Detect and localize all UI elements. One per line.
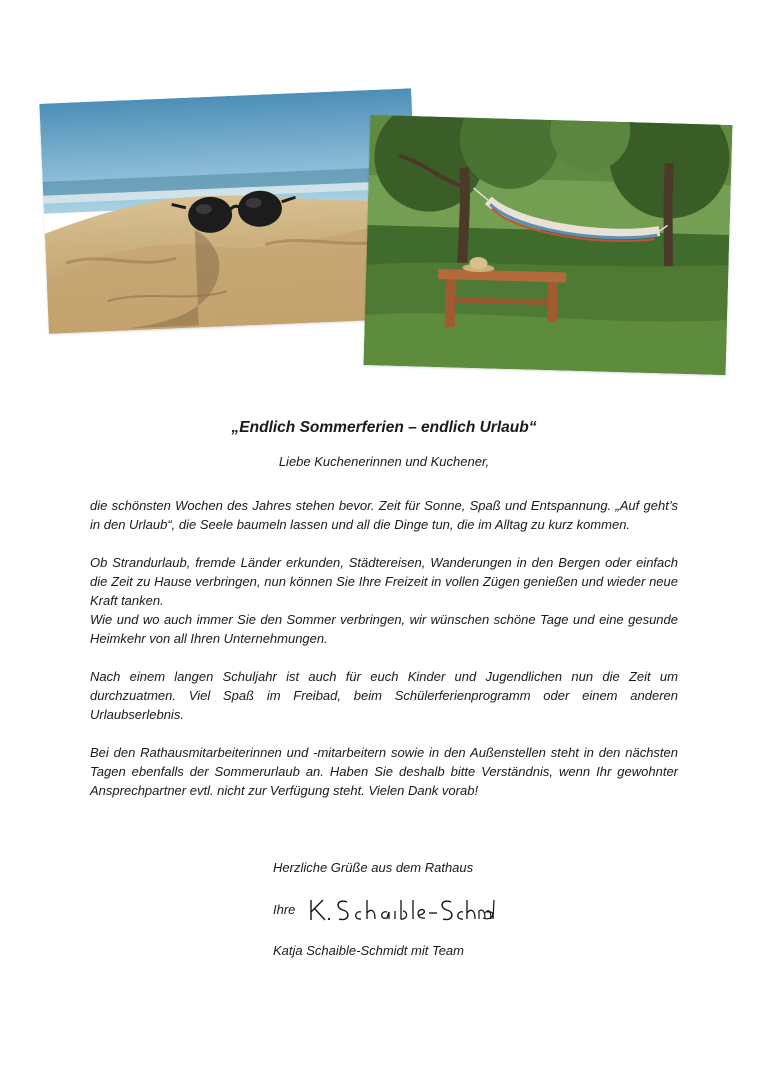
signature-prefix: Ihre — [273, 901, 296, 917]
signatory-name: Katja Schaible-Schmidt mit Team — [273, 943, 464, 958]
paragraph-text: die schönsten Wochen des Jahres stehen bevor. Zeit für Sonne, Spaß und Entspannung. „Auf geht’s in den Urlaub“, die Seele baumeln lassen und all die Dinge tun, die im Alltag zu kurz kommen. — [90, 498, 678, 532]
paragraph-4 — [90, 743, 678, 800]
paragraph-3 — [90, 667, 678, 724]
letter-body — [90, 418, 678, 819]
letter-title: „Endlich Sommerferien – endlich Urlaub“ — [231, 419, 537, 436]
paragraph-text: Bei den Rathausmitarbeiterinnen und -mitarbeitern sowie in den Außenstellen steht in den nächsten Tagen ebenfalls der Sommerurlaub an. Haben Sie deshalb bitte Verständnis, wenn Ihr gewohnter Ansprechpartner evtl. nicht zur Verfügung steht. Vielen Dank vorab! — [90, 745, 678, 798]
closing-greeting: Herzliche Grüße aus dem Rathaus — [273, 860, 474, 875]
paragraph-2 — [90, 553, 678, 648]
closing-block — [273, 858, 673, 960]
paragraph-text: Wie und wo auch immer Sie den Sommer verbringen, wir wünschen schöne Tage und eine gesunde Heimkehr von all Ihren Unternehmungen. — [90, 612, 678, 646]
handwritten-signature — [307, 892, 497, 926]
salutation: Liebe Kuchenerinnen und Kuchener, — [278, 454, 490, 469]
paragraph-1 — [90, 496, 678, 534]
paragraph-text: Nach einem langen Schuljahr ist auch für euch Kinder und Jugendlichen nun die Zeit um durchzuatmen. Viel Spaß im Freibad, beim Schülerferienprogramm oder einem anderen Urlaubserlebnis. — [90, 669, 678, 722]
signature-row — [273, 891, 673, 927]
hammock-garden-photo — [364, 115, 733, 375]
beach-sunglasses-photo — [39, 88, 420, 333]
paragraph-text: Ob Strandurlaub, fremde Länder erkunden, Städtereisen, Wanderungen in den Bergen oder einfach die Zeit zu Hause verbringen, nun können Sie Ihre Freizeit in vollen Zügen genießen und wieder neue Kraft tanken. — [90, 555, 678, 608]
